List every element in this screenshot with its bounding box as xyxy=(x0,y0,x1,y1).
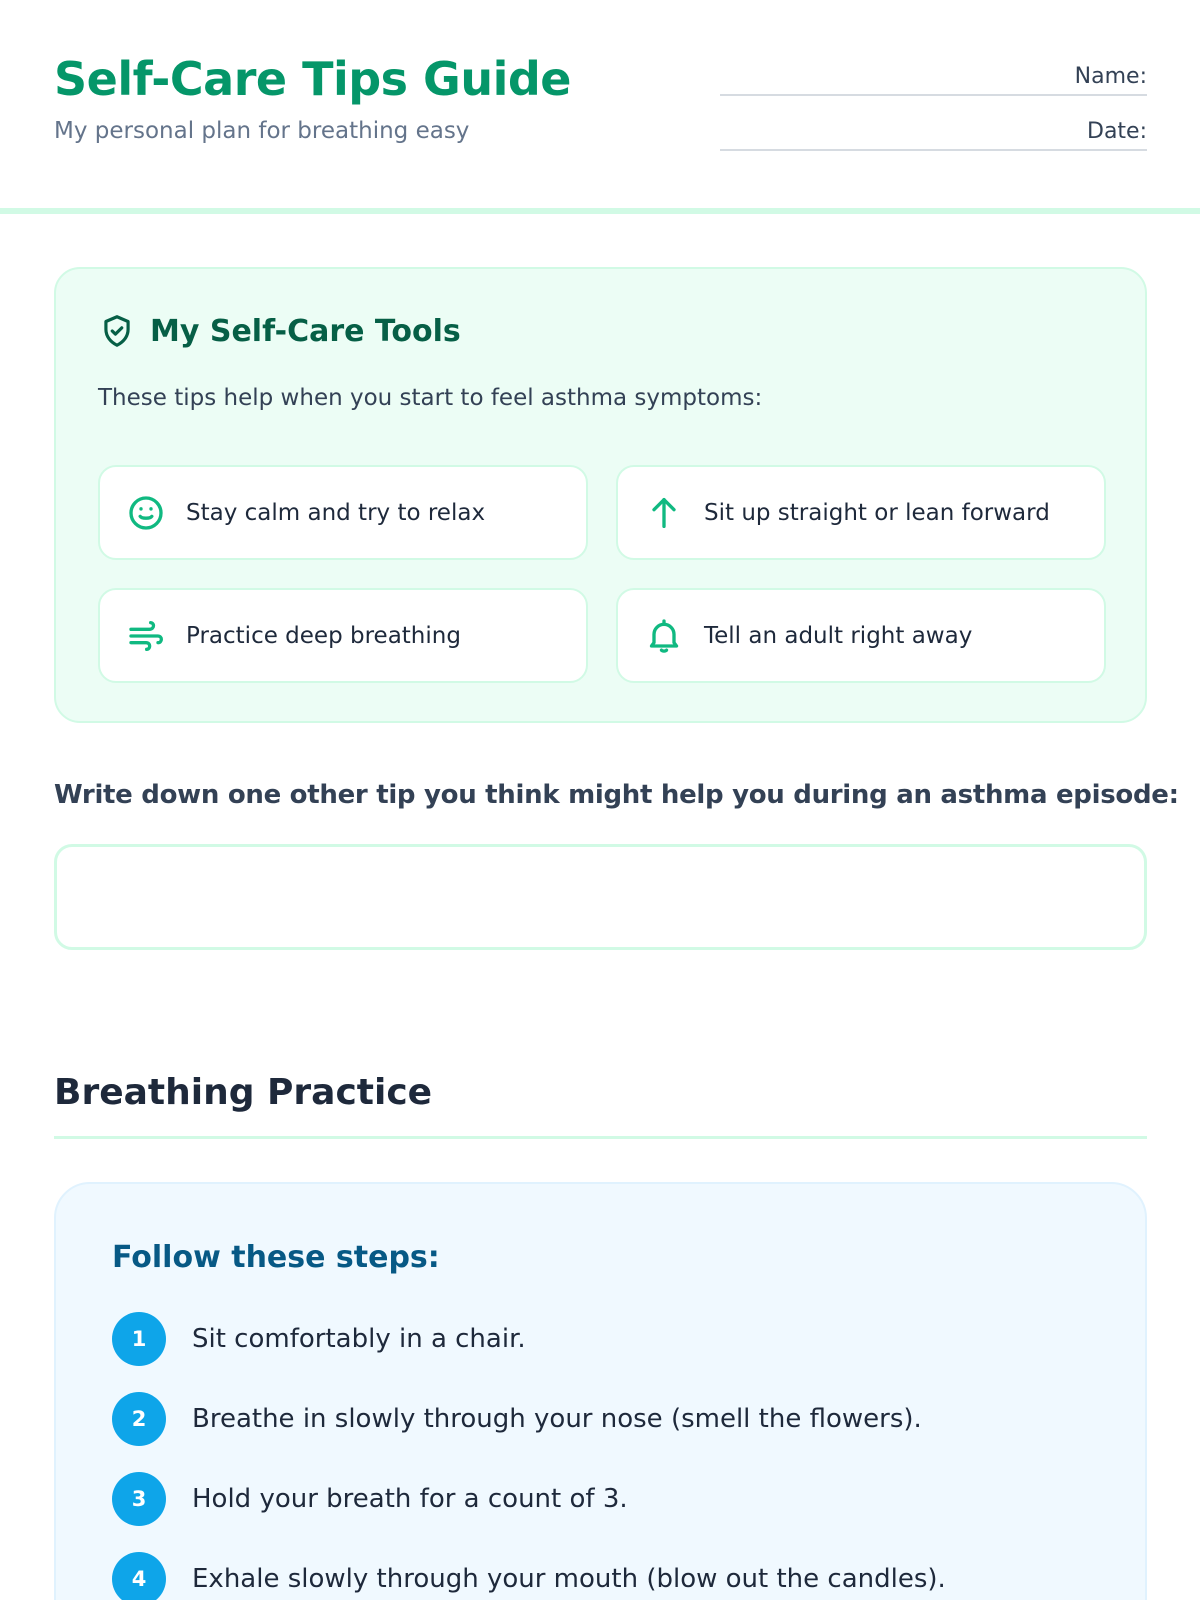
name-label: Name: xyxy=(1074,64,1147,89)
step-number-badge: 2 xyxy=(112,1392,166,1446)
breathing-practice-title: Breathing Practice xyxy=(54,1072,433,1113)
tip-card xyxy=(616,588,1106,683)
shield-check-icon xyxy=(98,312,136,350)
step-text: Sit comfortably in a chair. xyxy=(192,1324,526,1354)
arrow-up-icon xyxy=(644,493,684,533)
tools-title: My Self-Care Tools xyxy=(150,313,461,349)
tip-prompt-question: Write down one other tip you think might help you during an asthma episode: xyxy=(54,780,1179,810)
name-field[interactable] xyxy=(720,62,1147,96)
tip-label: Sit up straight or lean forward xyxy=(704,499,1050,526)
self-care-tools-card xyxy=(54,267,1147,723)
step-text: Breathe in slowly through your nose (smell the flowers). xyxy=(192,1404,922,1434)
tip-card xyxy=(98,588,588,683)
tip-label: Stay calm and try to relax xyxy=(186,499,486,526)
breathing-steps-card xyxy=(54,1182,1147,1600)
tip-label: Tell an adult right away xyxy=(704,622,973,649)
tools-heading xyxy=(98,311,461,351)
step-item xyxy=(112,1472,628,1526)
steps-title: Follow these steps: xyxy=(112,1240,440,1275)
page-subtitle: My personal plan for breathing easy xyxy=(54,118,470,144)
step-number-badge: 1 xyxy=(112,1312,166,1366)
step-number-badge: 3 xyxy=(112,1472,166,1526)
bell-icon xyxy=(644,616,684,656)
step-item xyxy=(112,1312,526,1366)
step-number-badge: 4 xyxy=(112,1552,166,1600)
smile-icon xyxy=(126,493,166,533)
tip-card xyxy=(98,465,588,560)
wind-icon xyxy=(126,616,166,656)
tip-answer-field[interactable] xyxy=(54,844,1147,950)
step-item xyxy=(112,1392,922,1446)
tip-label: Practice deep breathing xyxy=(186,622,461,649)
tip-card xyxy=(616,465,1106,560)
step-item xyxy=(112,1552,946,1600)
tools-intro: These tips help when you start to feel asthma symptoms: xyxy=(98,385,763,411)
page-header xyxy=(0,0,1200,214)
date-label: Date: xyxy=(1087,119,1147,144)
section-divider xyxy=(54,1136,1147,1139)
step-text: Hold your breath for a count of 3. xyxy=(192,1484,628,1514)
date-field[interactable] xyxy=(720,117,1147,151)
page-title: Self-Care Tips Guide xyxy=(54,52,571,106)
step-text: Exhale slowly through your mouth (blow out the candles). xyxy=(192,1564,946,1594)
